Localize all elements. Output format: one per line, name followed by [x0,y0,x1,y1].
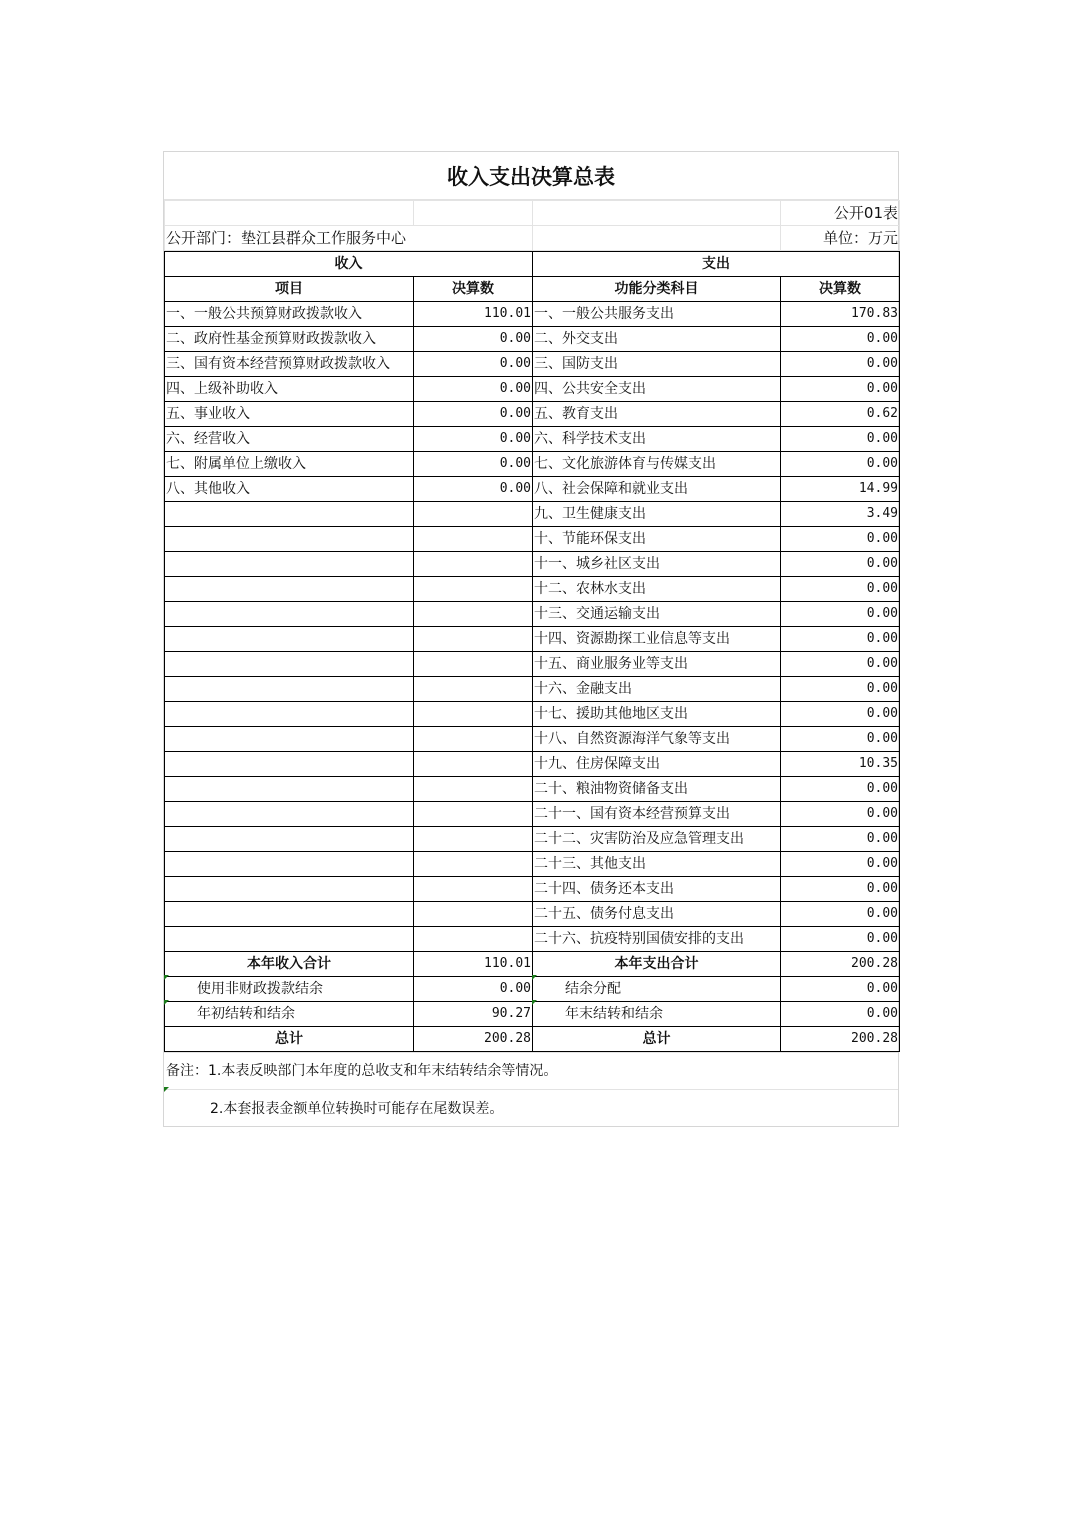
expense-total-label: 本年支出合计 [533,952,781,977]
table-row [165,552,900,577]
income-item-name [165,502,414,527]
amount-header-2: 决算数 [781,277,900,302]
report-title: 收入支出决算总表 [164,152,898,200]
income-item-value [414,552,533,577]
expense-item-value: 0.00 [781,802,900,827]
expense-item-value: 0.00 [781,877,900,902]
info-cell [533,226,781,251]
income-item-value [414,877,533,902]
expense-item-value: 10.35 [781,752,900,777]
amount-header: 决算数 [414,277,533,302]
expense-item-name: 十六、金融支出 [533,677,781,702]
expense-item-name: 六、科学技术支出 [533,427,781,452]
opening-balance-label: 年初结转和结余 [165,1002,414,1027]
income-item-value: 0.00 [414,402,533,427]
grand-total-income: 200.28 [414,1027,533,1052]
expense-item-value: 0.00 [781,602,900,627]
grand-total-expense: 200.28 [781,1027,900,1052]
expense-item-value: 0.00 [781,727,900,752]
note-1: 备注：1.本表反映部门本年度的总收支和年末结转结余等情况。 [164,1052,898,1089]
cell-indicator-icon [164,975,169,980]
expense-item-value: 0.00 [781,677,900,702]
table-row [165,752,900,777]
income-item-name [165,852,414,877]
table-row [165,702,900,727]
table-row [165,427,900,452]
expense-item-value: 170.83 [781,302,900,327]
table-row [165,852,900,877]
table-row [165,827,900,852]
expense-item-value: 0.00 [781,577,900,602]
table-row [165,727,900,752]
expense-item-name: 五、教育支出 [533,402,781,427]
notes-section [164,1052,898,1126]
income-item-value [414,802,533,827]
income-item-value [414,727,533,752]
table-row [165,402,900,427]
expense-item-value: 0.00 [781,927,900,952]
income-item-name [165,702,414,727]
income-header: 收入 [165,252,533,277]
table-row [165,477,900,502]
expense-item-name: 十一、城乡社区支出 [533,552,781,577]
expense-item-value: 0.00 [781,902,900,927]
grand-total-label-2: 总计 [533,1027,781,1052]
expense-item-name: 七、文化旅游体育与传媒支出 [533,452,781,477]
expense-item-value: 0.62 [781,402,900,427]
income-item-value [414,827,533,852]
table-row [165,902,900,927]
income-item-name [165,777,414,802]
income-item-name [165,727,414,752]
expense-item-value: 0.00 [781,552,900,577]
grand-total-label: 总计 [165,1027,414,1052]
expense-item-value: 0.00 [781,352,900,377]
income-item-name [165,752,414,777]
table-row [165,602,900,627]
table-row [165,677,900,702]
table-row [165,777,900,802]
income-item-name: 七、附属单位上缴收入 [165,452,414,477]
info-cell [414,201,533,226]
income-item-value [414,652,533,677]
income-item-value [414,777,533,802]
income-total-label: 本年收入合计 [165,952,414,977]
department-label: 公开部门：垫江县群众工作服务中心 [165,226,533,251]
income-item-name: 二、政府性基金预算财政拨款收入 [165,327,414,352]
income-item-value [414,677,533,702]
expense-item-value: 0.00 [781,827,900,852]
income-item-name: 五、事业收入 [165,402,414,427]
opening-balance: 90.27 [414,1002,533,1027]
income-item-name [165,802,414,827]
surplus-distribution-label: 结余分配 [533,977,781,1002]
income-item-name [165,827,414,852]
info-cell [533,201,781,226]
income-item-value [414,627,533,652]
income-item-name [165,577,414,602]
income-total: 110.01 [414,952,533,977]
unit-label: 单位：万元 [781,226,900,251]
table-row [165,302,900,327]
expense-item-name: 十四、资源勘探工业信息等支出 [533,627,781,652]
non-fiscal-balance: 0.00 [414,977,533,1002]
table-row [165,877,900,902]
expense-header: 支出 [533,252,900,277]
expense-item-name: 一、一般公共服务支出 [533,302,781,327]
income-item-value [414,902,533,927]
income-item-name [165,652,414,677]
closing-balance-label: 年末结转和结余 [533,1002,781,1027]
table-row [165,577,900,602]
expense-item-name: 二十三、其他支出 [533,852,781,877]
income-item-value: 110.01 [414,302,533,327]
expense-item-value: 0.00 [781,852,900,877]
income-item-value: 0.00 [414,427,533,452]
cell-indicator-icon [164,1000,169,1005]
expense-item-value: 0.00 [781,377,900,402]
expense-item-value: 0.00 [781,652,900,677]
income-item-name [165,927,414,952]
expense-item-value: 0.00 [781,452,900,477]
expense-item-name: 九、卫生健康支出 [533,502,781,527]
income-item-name [165,877,414,902]
expense-item-name: 十九、住房保障支出 [533,752,781,777]
note-2: 2.本套报表金额单位转换时可能存在尾数误差。 [164,1089,898,1126]
income-item-name: 三、国有资本经营预算财政拨款收入 [165,352,414,377]
report-info [164,200,900,251]
table-row [165,802,900,827]
table-row [165,377,900,402]
table-row [165,627,900,652]
expense-item-name: 十五、商业服务业等支出 [533,652,781,677]
income-item-name: 一、一般公共预算财政拨款收入 [165,302,414,327]
income-item-value [414,602,533,627]
income-item-name [165,677,414,702]
expense-item-value: 0.00 [781,777,900,802]
expense-item-name: 十七、援助其他地区支出 [533,702,781,727]
income-item-value [414,577,533,602]
closing-balance: 0.00 [781,1002,900,1027]
table-row [165,502,900,527]
cell-indicator-icon [164,1087,169,1092]
income-item-value: 0.00 [414,327,533,352]
table-row [165,352,900,377]
income-item-name: 四、上级补助收入 [165,377,414,402]
budget-table [164,251,900,1052]
expense-item-name: 二十四、债务还本支出 [533,877,781,902]
surplus-distribution: 0.00 [781,977,900,1002]
expense-item-name: 二十二、灾害防治及应急管理支出 [533,827,781,852]
report-sheet [163,151,899,1127]
table-row [165,452,900,477]
income-item-value [414,852,533,877]
expense-item-name: 十八、自然资源海洋气象等支出 [533,727,781,752]
expense-item-value: 3.49 [781,502,900,527]
expense-item-name: 十二、农林水支出 [533,577,781,602]
expense-item-name: 二十、粮油物资储备支出 [533,777,781,802]
expense-item-value: 0.00 [781,327,900,352]
category-header: 功能分类科目 [533,277,781,302]
expense-item-name: 二十六、抗疫特别国债安排的支出 [533,927,781,952]
income-item-name: 八、其他收入 [165,477,414,502]
cell-indicator-icon [532,975,537,980]
expense-item-value: 0.00 [781,527,900,552]
table-row [165,652,900,677]
income-item-value [414,927,533,952]
expense-item-name: 四、公共安全支出 [533,377,781,402]
income-item-value [414,752,533,777]
expense-item-name: 十三、交通运输支出 [533,602,781,627]
expense-item-name: 八、社会保障和就业支出 [533,477,781,502]
form-code: 公开01表 [781,201,900,226]
income-item-value [414,502,533,527]
expense-item-value: 0.00 [781,702,900,727]
item-header: 项目 [165,277,414,302]
expense-item-name: 十、节能环保支出 [533,527,781,552]
income-item-value [414,702,533,727]
expense-item-value: 0.00 [781,427,900,452]
expense-total: 200.28 [781,952,900,977]
income-item-name [165,902,414,927]
info-cell [165,201,414,226]
income-item-value: 0.00 [414,477,533,502]
income-item-value: 0.00 [414,352,533,377]
expense-item-name: 二十五、债务付息支出 [533,902,781,927]
income-item-value [414,527,533,552]
expense-item-value: 0.00 [781,627,900,652]
income-item-value: 0.00 [414,452,533,477]
income-item-name [165,527,414,552]
expense-item-name: 二十一、国有资本经营预算支出 [533,802,781,827]
income-item-name [165,552,414,577]
income-item-name [165,627,414,652]
income-item-name [165,602,414,627]
table-row [165,927,900,952]
expense-item-value: 14.99 [781,477,900,502]
expense-item-name: 三、国防支出 [533,352,781,377]
non-fiscal-balance-label: 使用非财政拨款结余 [165,977,414,1002]
cell-indicator-icon [532,1000,537,1005]
income-item-value: 0.00 [414,377,533,402]
expense-item-name: 二、外交支出 [533,327,781,352]
table-row [165,327,900,352]
table-row [165,527,900,552]
income-item-name: 六、经营收入 [165,427,414,452]
